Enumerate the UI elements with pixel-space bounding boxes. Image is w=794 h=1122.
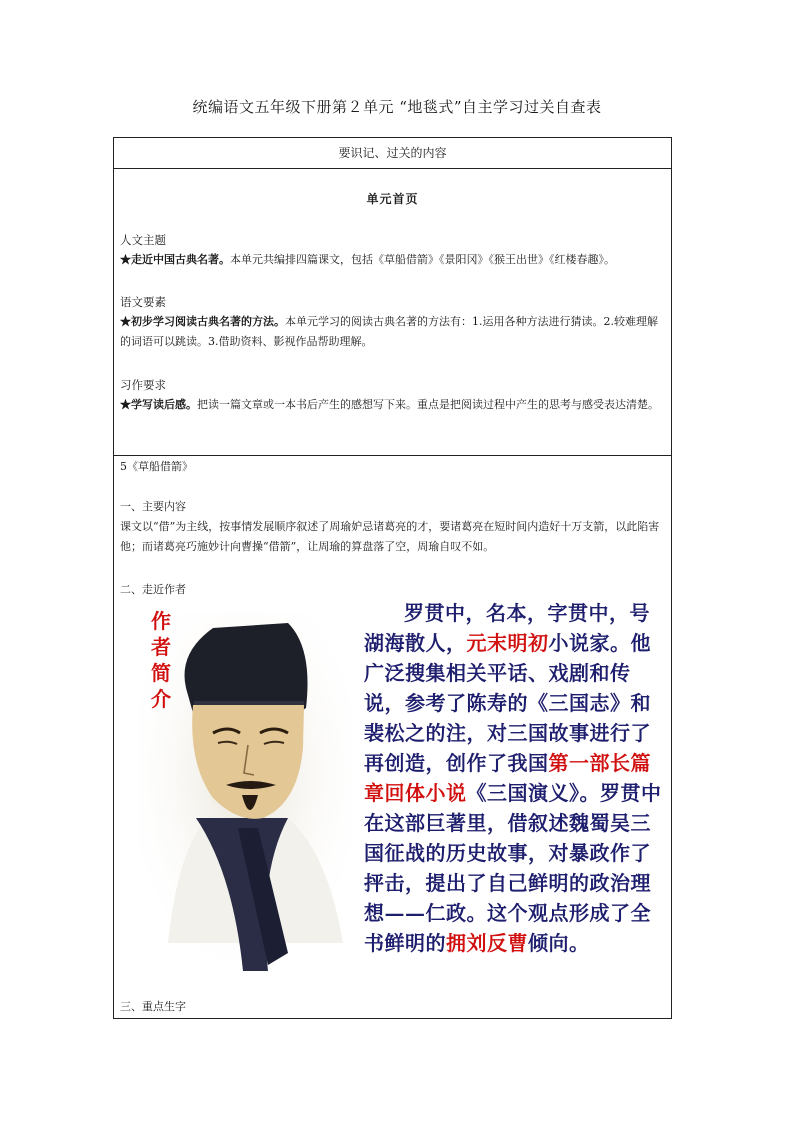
bio-text: 倾向。 (528, 931, 590, 955)
lesson-section (114, 455, 671, 1020)
bio-highlight: 拥刘反曹 (446, 931, 528, 955)
unit-home-title: 单元首页 (366, 192, 419, 206)
checklist-table (113, 137, 672, 1019)
document-title: 统编语文五年级下册第２单元 “地毯式”自主学习过关自查表 (192, 98, 602, 116)
bio-text: 《三国演义》。罗贯中在这部巨著里，借叙述魏蜀吴三国征战的历史故事，对暴政作了抨击，提出了自己鲜明的政治理想——仁政。这个观点形成了全书鲜明的 (364, 781, 662, 955)
theme-block (120, 230, 667, 270)
badge-char: 作 (151, 609, 171, 633)
bio-highlight: 第一部长篇章回体小说 (364, 751, 651, 805)
author-heading: 二、走近作者 (120, 583, 186, 596)
author-biography (364, 598, 664, 958)
badge-char: 者 (151, 635, 171, 659)
badge-char: 简 (151, 661, 171, 685)
key-characters-heading: 三、重点生字 (120, 1000, 186, 1013)
theme-text: ★走近中国古典名著。本单元共编排四篇课文，包括《草船借箭》《景阳冈》《猴王出世》《红楼春趣》。 (120, 253, 615, 266)
bio-highlight: 元末明初 (466, 631, 549, 655)
language-heading: 语文要素 (120, 295, 166, 309)
bio-text: 罗贯中，名本，字贯中，号湖海散人， (364, 601, 650, 655)
main-content-heading: 一、主要内容 (120, 500, 186, 513)
writing-text: ★学写读后感。把读一篇文章或一本书后产生的感想写下来。重点是把阅读过程中产生的思考与感受表达清楚。 (120, 398, 659, 411)
unit-home-section (114, 168, 671, 456)
writing-heading: 习作要求 (120, 378, 166, 392)
main-content-text: 课文以“借”为主线，按事情发展顺序叙述了周瑜妒忌诸葛亮的才，要诸葛亮在短时间内造好十万支箭，以此陷害他；而诸葛亮巧施妙计向曹操“借箭”，让周瑜的算盘落了空，周瑜自叹不如。 (120, 520, 660, 553)
language-block (120, 292, 667, 352)
language-text: ★初步学习阅读古典名著的方法。本单元学习的阅读古典名著的方法有：1.运用各种方法进行猜读。2.较难理解的词语可以跳读。3.借助资料、影视作品帮助理解。 (120, 315, 658, 348)
table-header: 要识记、过关的内容 (114, 138, 671, 169)
author-intro-badge (148, 608, 174, 712)
badge-char: 介 (151, 687, 171, 711)
writing-block (120, 375, 667, 415)
bio-text: 小说家。他广泛搜集相关平话、戏剧和传说，参考了陈寿的《三国志》和裴松之的注，对三国故事进行了再创造，创作了我国 (364, 631, 651, 775)
theme-heading: 人文主题 (120, 233, 166, 247)
lesson-title: 5《草船借箭》 (120, 460, 193, 473)
